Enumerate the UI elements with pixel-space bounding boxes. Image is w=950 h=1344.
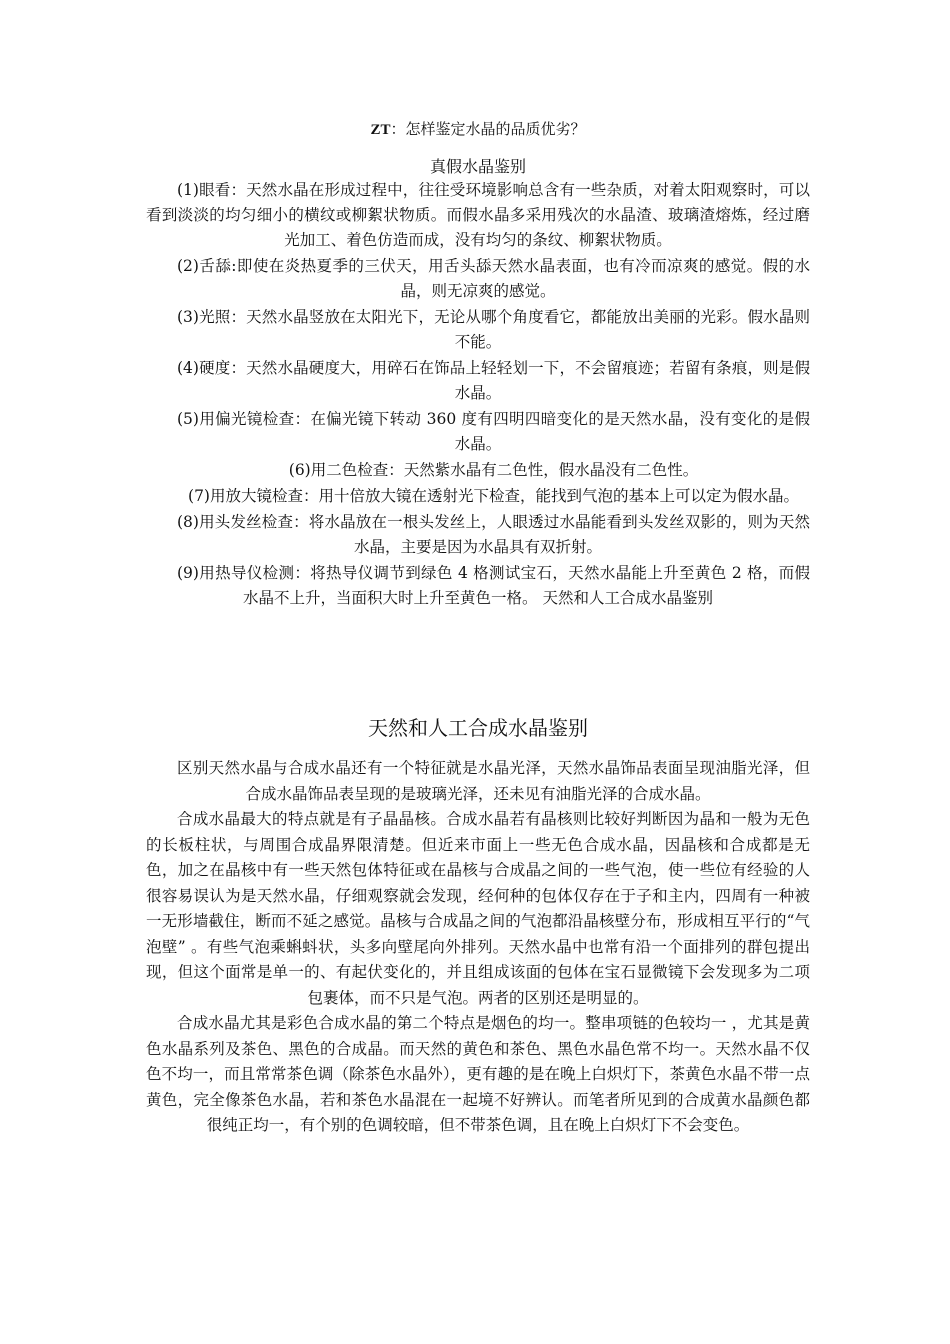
method-item: (6)用二色检查：天然紫水晶有二色性，假水晶没有二色性。 bbox=[288, 461, 699, 479]
method-item: (9)用热导仪检测：将热导仪调节到绿色 4 格测试宝石，天然水晶能上升至黄色 2 格，而假水晶不上升，当面积大时上升至黄色一格。 天然和人工合成水晶鉴别 bbox=[177, 564, 810, 607]
question-title: ：怎样鉴定水晶的品质优劣？ bbox=[390, 120, 586, 138]
question-heading bbox=[146, 119, 810, 140]
method-item: (1)眼看：天然水晶在形成过程中，往往受环境影响总含有一些杂质，对着太阳观察时，可以 看到淡淡的均匀细小的横纹或柳絮状物质。而假水晶多采用残次的水晶渣、玻璃渣熔炼，经过磨光加工、着色仿造而成，没有均匀的条纹、柳絮状物质。 bbox=[146, 181, 810, 249]
method-item: (4)硬度：天然水晶硬度大，用碎石在饰品上轻轻划一下，不会留痕迹；若留有条痕，则是假水晶。 bbox=[177, 359, 810, 402]
method-item: (5)用偏光镜检查：在偏光镜下转动 360 度有四明四暗变化的是天然水晶，没有变化的是假水晶。 bbox=[177, 410, 810, 453]
section-true-false bbox=[146, 156, 810, 611]
method-item: (8)用头发丝检查：将水晶放在一根头发丝上，人眼透过水晶能看到头发丝双影的，则为天然水晶，主要是因为水晶具有双折射。 bbox=[177, 513, 810, 556]
method-item: (7)用放大镜检查：用十倍放大镜在透射光下检查，能找到气泡的基本上可以定为假水晶。 bbox=[188, 487, 799, 505]
section-title: 真假水晶鉴别 bbox=[429, 157, 526, 176]
body-paragraph: 合成水晶最大的特点就是有子晶晶核。合成水晶若有晶核则比较好判断因为晶和一般为无色的长板柱状，与周围合成晶界限清楚。但近来市面上一些无色合成水晶，因晶核和合成都是无色，加之在晶核中有一些天然包体特征或在晶核与合成晶之间的一些气泡，使一些位有经验的人很容易误认为是天然水晶，仔细观察就会发现，经何种的包体仅存在于子和主内，四周有一种被一无形墙截住，断而不延之感觉。晶核与合成晶之间的气泡都沿晶核壁分布，形成相互平行的“气泡壁” 。有些气泡乘蝌蚪状，头多向壁尾向外排列。天然水晶中也常有沿一个面排列的群包提出现，但这个面常是单一的、有起伏变化的，并且组成该面的包体在宝石显微镜下会发现多为二项包裹体，而不只是气泡。两者的区别还是明显的。 bbox=[146, 810, 810, 1007]
zt-label: ZT bbox=[370, 122, 391, 138]
body-paragraph: 区别天然水晶与合成水晶还有一个特征就是水晶光泽，天然水晶饰品表面呈现油脂光泽，但合成水晶饰品表呈现的是玻璃光泽，还未见有油脂光泽的合成水晶。 bbox=[177, 759, 810, 803]
method-item: (3)光照：天然水晶竖放在太阳光下，无论从哪个角度看它，都能放出美丽的光彩。假水晶则不能。 bbox=[177, 308, 810, 351]
section-natural-synthetic bbox=[146, 714, 810, 1139]
method-item: (2)舌舔:即使在炎热夏季的三伏天，用舌头舔天然水晶表面，也有冷而凉爽的感觉。假的水晶，则无凉爽的感觉。 bbox=[177, 257, 810, 300]
document-header bbox=[146, 119, 810, 140]
section-title: 天然和人工合成水晶鉴别 bbox=[368, 716, 588, 740]
body-paragraph: 合成水晶尤其是彩色合成水晶的第二个特点是烟色的均一。整串项链的色较均一 ，尤其是黄色水晶系列及茶色、黑色的合成晶。而天然的黄色和茶色、黑色水晶色常不均一。天然水晶不仅色不均一，而且常常茶色调（除茶色水晶外），更有趣的是在晚上白炽灯下，茶黄色水晶不带一点黄色，完全像茶色水晶，若和茶色水晶混在一起境不好辨认。而笔者所见到的合成黄水晶颜色都很纯正均一，有个别的色调较暗，但不带茶色调，且在晚上白炽灯下不会变色。 bbox=[146, 1014, 810, 1134]
